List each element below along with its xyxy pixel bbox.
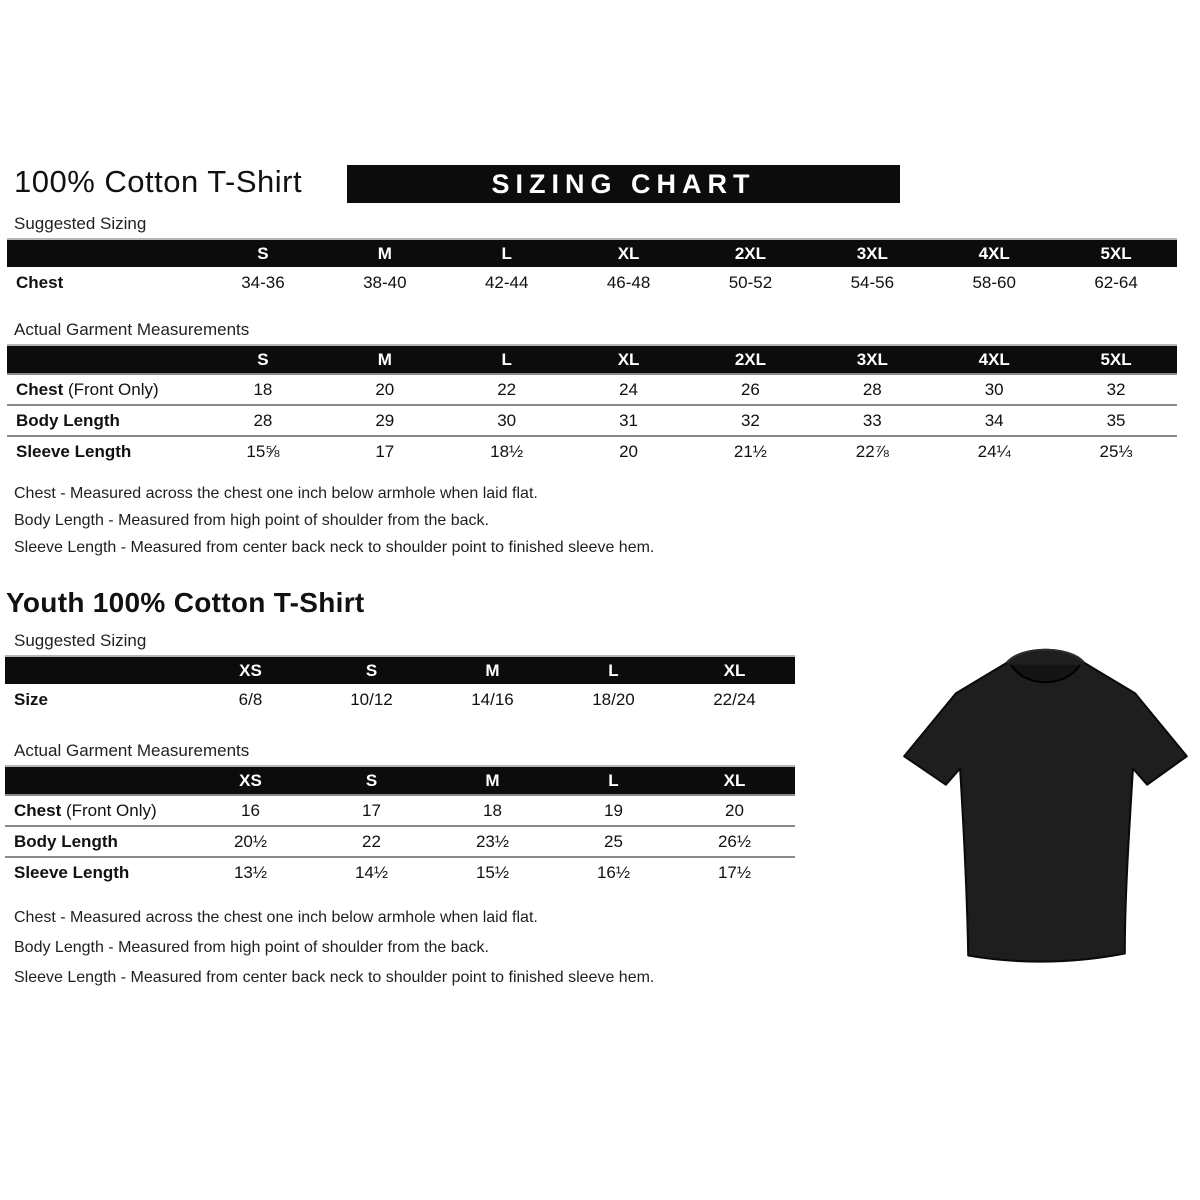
table-cell: 42-44 xyxy=(484,272,529,292)
table-cell: 25 xyxy=(604,831,623,851)
table-cell: 19 xyxy=(604,800,623,820)
black-tshirt-image xyxy=(893,630,1198,975)
youth-chest-row xyxy=(5,794,795,825)
column-header: XL xyxy=(723,770,746,790)
table-cell: 25⅓ xyxy=(1099,441,1133,461)
adult-actual-measurements-table xyxy=(7,344,1177,466)
column-header: XS xyxy=(239,660,262,680)
column-header: 3XL xyxy=(856,243,888,263)
column-header: 4XL xyxy=(978,349,1010,369)
table-cell: 46-48 xyxy=(606,272,651,292)
table-cell: 15½ xyxy=(475,862,510,882)
column-header: M xyxy=(377,243,392,263)
youth-actual-header-row xyxy=(5,765,795,794)
row-label: Chest (Front Only) xyxy=(14,800,157,820)
youth-suggested-sizing-label: Suggested Sizing xyxy=(14,631,147,650)
youth-size-row xyxy=(5,684,795,715)
youth-section-title: Youth 100% Cotton T-Shirt xyxy=(6,587,365,618)
table-cell: 15⅝ xyxy=(246,441,280,461)
column-header: S xyxy=(365,660,378,680)
note-chest: Chest - Measured across the chest one inch below armhole when laid flat. xyxy=(14,485,538,502)
adult-measurement-notes xyxy=(14,480,1200,561)
row-label: Sleeve Length xyxy=(16,441,132,461)
column-header: L xyxy=(501,349,512,369)
table-cell: 23½ xyxy=(475,831,510,851)
table-cell: 34-36 xyxy=(241,272,285,292)
adult-chest-row xyxy=(7,373,1177,404)
row-label: Size xyxy=(14,689,49,709)
table-cell: 20½ xyxy=(233,831,268,851)
sizing-chart-banner: SIZING CHART xyxy=(347,165,900,203)
table-cell: 16 xyxy=(241,800,260,820)
adult-suggested-header-row xyxy=(7,238,1177,267)
note-body-length: Body Length - Measured from high point of shoulder from the back. xyxy=(14,939,489,956)
table-cell: 28 xyxy=(862,379,882,399)
column-header: 5XL xyxy=(1100,349,1132,369)
page-title: 100% Cotton T-Shirt xyxy=(14,164,303,199)
table-cell: 30 xyxy=(497,410,517,430)
table-cell: 17 xyxy=(375,441,395,461)
table-cell: 34 xyxy=(984,410,1004,430)
adult-actual-header-row xyxy=(7,344,1177,373)
row-label: Body Length xyxy=(14,831,118,851)
row-label: Sleeve Length xyxy=(14,862,130,882)
table-cell: 20 xyxy=(375,379,395,399)
column-header: XL xyxy=(617,243,640,263)
adult-suggested-sizing-table xyxy=(7,238,1177,298)
table-cell: 62-64 xyxy=(1094,272,1138,292)
table-cell: 16½ xyxy=(596,862,631,882)
column-header: M xyxy=(485,770,500,790)
sizing-chart-page xyxy=(0,162,1200,1200)
table-cell: 18½ xyxy=(490,441,524,461)
table-cell: 32 xyxy=(740,410,760,430)
table-cell: 26 xyxy=(740,379,760,399)
table-cell: 17 xyxy=(362,800,381,820)
note-chest: Chest - Measured across the chest one inch below armhole when laid flat. xyxy=(14,909,538,926)
table-cell: 18 xyxy=(483,800,502,820)
column-header: 2XL xyxy=(734,243,767,263)
note-sleeve-length: Sleeve Length - Measured from center back neck to shoulder point to finished sleeve hem. xyxy=(14,539,655,556)
youth-suggested-sizing-table xyxy=(5,655,795,715)
youth-body-length-row xyxy=(5,825,795,856)
table-cell: 33 xyxy=(862,410,882,430)
row-label: Body Length xyxy=(16,410,120,430)
table-cell: 20 xyxy=(619,441,639,461)
column-header: 4XL xyxy=(978,243,1010,263)
column-header: XL xyxy=(723,660,746,680)
column-header: L xyxy=(608,660,619,680)
table-cell: 30 xyxy=(984,379,1004,399)
column-header: XS xyxy=(239,770,262,790)
table-cell: 28 xyxy=(253,410,273,430)
page-header xyxy=(0,162,1200,204)
table-cell: 22⅞ xyxy=(855,441,889,461)
table-cell: 21½ xyxy=(733,441,767,461)
table-cell: 14/16 xyxy=(471,689,514,709)
column-header: M xyxy=(377,349,392,369)
table-cell: 20 xyxy=(725,800,744,820)
column-header: 2XL xyxy=(734,349,767,369)
youth-actual-measurements-label: Actual Garment Measurements xyxy=(14,741,250,760)
column-header: 5XL xyxy=(1100,243,1132,263)
column-header: S xyxy=(257,243,269,263)
youth-suggested-header-row xyxy=(5,655,795,684)
adult-chest-range-row xyxy=(7,267,1177,298)
table-cell: 35 xyxy=(1106,410,1126,430)
table-cell: 17½ xyxy=(717,862,752,882)
table-cell: 6/8 xyxy=(238,689,263,709)
row-label: Chest xyxy=(16,272,64,292)
table-cell: 18/20 xyxy=(592,689,635,709)
table-cell: 13½ xyxy=(233,862,268,882)
row-label: Chest (Front Only) xyxy=(16,379,159,399)
table-cell: 22 xyxy=(497,379,517,399)
table-cell: 26½ xyxy=(717,831,752,851)
adult-actual-measurements-label: Actual Garment Measurements xyxy=(14,320,250,339)
column-header: L xyxy=(608,770,619,790)
youth-sleeve-length-row xyxy=(5,856,795,887)
table-cell: 54-56 xyxy=(850,272,895,292)
table-cell: 24 xyxy=(619,379,639,399)
column-header: XL xyxy=(617,349,640,369)
table-cell: 38-40 xyxy=(363,272,407,292)
table-cell: 58-60 xyxy=(972,272,1016,292)
table-cell: 29 xyxy=(375,410,395,430)
adult-sleeve-length-row xyxy=(7,435,1177,466)
table-cell: 22/24 xyxy=(713,689,756,709)
column-header: S xyxy=(365,770,378,790)
note-body-length: Body Length - Measured from high point of shoulder from the back. xyxy=(14,512,489,529)
table-cell: 32 xyxy=(1106,379,1126,399)
table-cell: 24¼ xyxy=(977,441,1011,461)
table-cell: 31 xyxy=(619,410,639,430)
table-cell: 10/12 xyxy=(350,689,393,709)
column-header: M xyxy=(485,660,500,680)
column-header: L xyxy=(501,243,512,263)
note-sleeve-length: Sleeve Length - Measured from center back neck to shoulder point to finished sleeve hem. xyxy=(14,969,655,986)
tshirt-icon xyxy=(893,630,1198,975)
table-cell: 50-52 xyxy=(728,272,773,292)
adult-body-length-row xyxy=(7,404,1177,435)
table-cell: 22 xyxy=(362,831,381,851)
adult-suggested-sizing-label: Suggested Sizing xyxy=(14,214,147,233)
column-header: S xyxy=(257,349,269,369)
youth-actual-measurements-table xyxy=(5,765,795,887)
table-cell: 18 xyxy=(253,379,273,399)
column-header: 3XL xyxy=(856,349,888,369)
table-cell: 14½ xyxy=(354,862,389,882)
